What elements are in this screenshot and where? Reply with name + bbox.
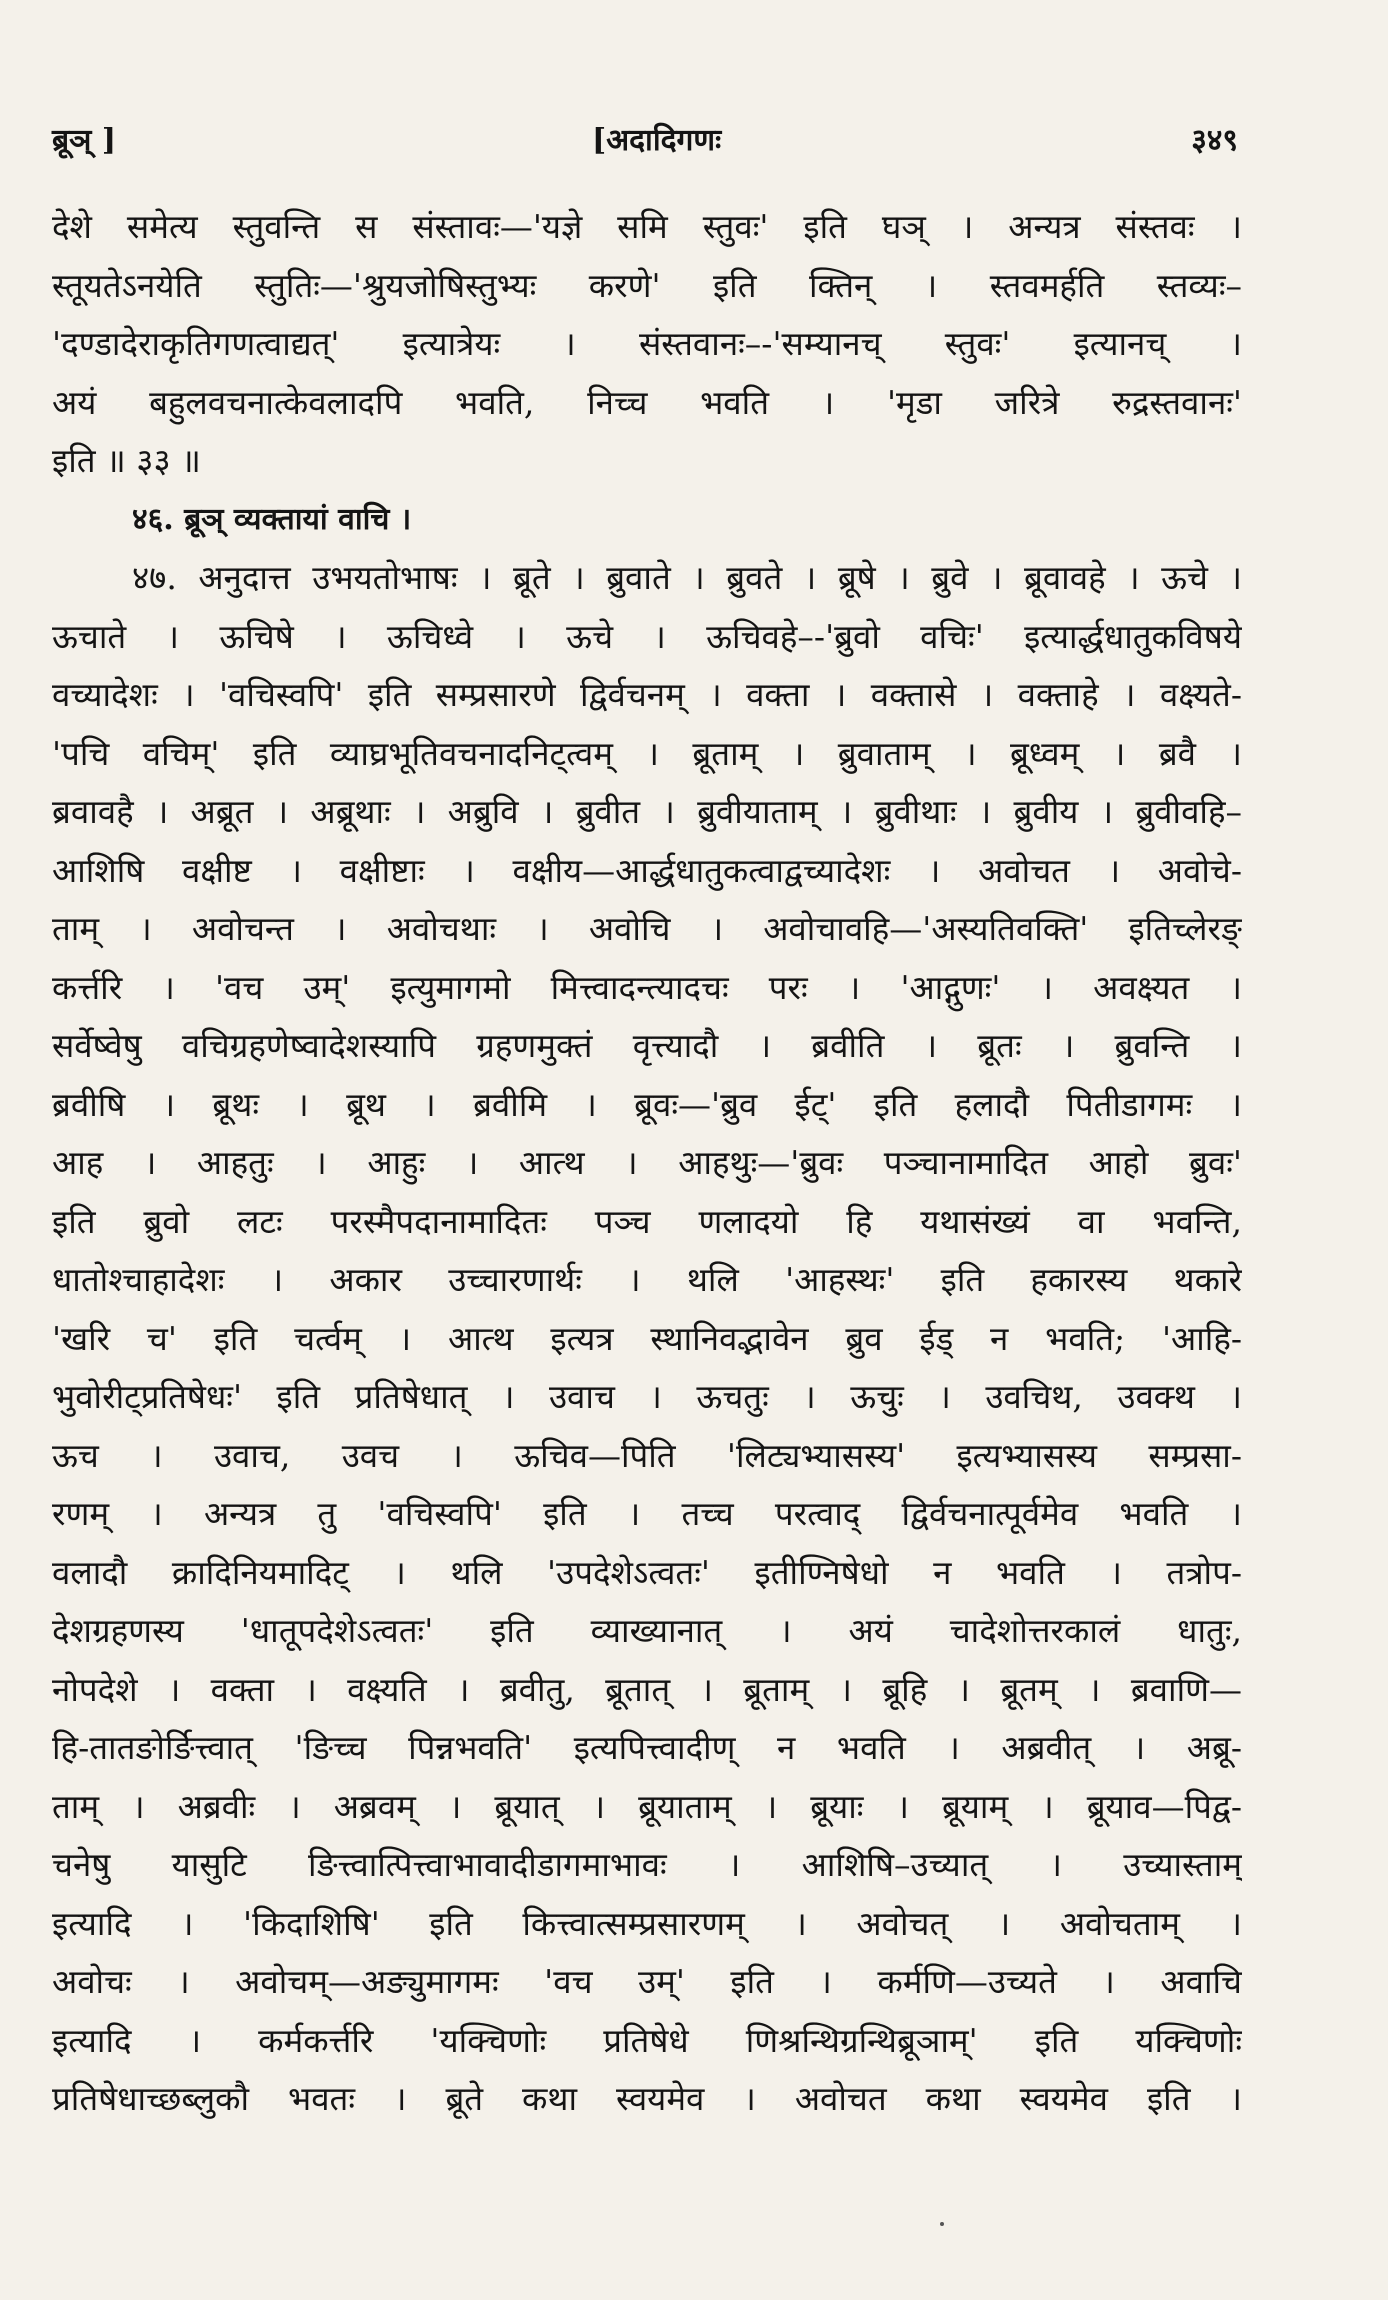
- text-line: स्तूयतेऽनयेति स्तुतिः—'श्रुयजोषिस्तुभ्यः करणे' इति क्तिन् । स्तवमर्हति स्तव्यः–: [52, 265, 1242, 305]
- page-body: [52, 198, 1242, 2129]
- text-line: देशग्रहणस्य 'धातूपदेशेऽत्वतः' इति व्याख्यानात् । अयं चादेशोत्तरकालं धातुः,: [52, 1611, 1242, 1650]
- text-line: भुवोरीट्प्रतिषेधः' इति प्रतिषेधात् । उवाच । ऊचतुः । ऊचुः । उवचिथ, उवक्थ ।: [52, 1377, 1242, 1416]
- text-line: प्रतिषेधाच्छब्लुकौ भवतः । ब्रूते कथा स्वयमेव । अवोचत कथा स्वयमेव इति ।: [52, 2079, 1242, 2118]
- text-line: नोपदेशे । वक्ता । वक्ष्यति । ब्रवीतु, ब्रूतात् । ब्रूताम् । ब्रूहि । ब्रूतम् । ब्रवाणि—: [52, 1669, 1242, 1709]
- text-line: इति ब्रुवो लटः परस्मैपदानामादितः पञ्च णलादयो हि यथासंख्यं वा भवन्ति,: [52, 1201, 1242, 1241]
- text-line: वच्यादेशः । 'वचिस्वपि' इति सम्प्रसारणे द्विर्वचनम् । वक्ता । वक्तासे । वक्ताहे । वक्ष्यते-: [52, 675, 1242, 714]
- text-line: वलादौ क्रादिनियमादिट् । थलि 'उपदेशेऽत्वतः' इतीण्निषेधो न भवति । तत्रोप-: [52, 1552, 1242, 1592]
- ink-speck: [940, 2222, 944, 2226]
- text-line: इत्यादि । 'किदाशिषि' इति कित्त्वात्सम्प्रसारणम् । अवोचत् । अवोचताम् ।: [52, 1903, 1242, 1943]
- text-line: 'पचि वचिम्' इति व्याघ्रभूतिवचनादनिट्त्वम् । ब्रूताम् । ब्रुवाताम् । ब्रूध्वम् । ब्रवै ।: [52, 733, 1242, 773]
- text-line: ऊचाते । ऊचिषे । ऊचिध्वे । ऊचे । ऊचिवहे–-'ब्रुवो वचिः' इत्यार्द्धधातुकविषये: [52, 616, 1242, 656]
- text-line: अयं बहुलवचनात्केवलादपि भवति, निच्च भवति । 'मृडा जरित्रे रुद्रस्तवानः': [52, 382, 1242, 422]
- text-line: 'खरि च' इति चर्त्वम् । आत्थ इत्यत्र स्थानिवद्भावेन ब्रुव ईड् न भवति; 'आहि-: [52, 1318, 1242, 1358]
- sutra-paragraph-start: ४७. अनुदात्त उभयतोभाषः । ब्रूते । ब्रुवाते । ब्रुवते । ब्रूषे । ब्रुवे । ब्रूवावहे । ऊचे ।: [132, 558, 1242, 597]
- text-line: आह । आहतुः । आहुः । आत्थ । आहथुः—'ब्रुवः पञ्चानामादित आहो ब्रुवः': [52, 1143, 1242, 1182]
- text-line: हि-तातङोर्ङित्त्वात् 'ङिच्च पिन्नभवति' इत्यपित्त्वादीण् न भवति । अब्रवीत् । अब्रू-: [52, 1728, 1242, 1767]
- text-line: 'दण्डादेराकृतिगणत्वाद्यत्' इत्यात्रेयः । संस्तवानः–-'सम्यानच् स्तुवः' इत्यानच् ।: [52, 324, 1242, 363]
- sutra-heading: ४६. ब्रूञ् व्यक्तायां वाचि ।: [132, 501, 412, 537]
- text-line: अवोचः । अवोचम्—अङ्युमागमः 'वच उम्' इति । कर्मणि—उच्यते । अवाचि: [52, 1962, 1242, 2001]
- text-line: इति ॥ ३३ ॥: [52, 441, 201, 480]
- text-line: ऊच । उवाच, उवच । ऊचिव—पिति 'लिट्यभ्यासस्य' इत्यभ्यासस्य सम्प्रसा-: [52, 1435, 1242, 1475]
- text-line: रणम् । अन्यत्र तु 'वचिस्वपि' इति । तच्च परत्वाद् द्विर्वचनात्पूर्वमेव भवति ।: [52, 1494, 1242, 1533]
- text-line: ब्रवावहै । अब्रूत । अब्रूथाः । अब्रुवि । ब्रुवीत । ब्रुवीयाताम् । ब्रुवीथाः । ब्रुवीय । ब्रुवीवहि–: [52, 792, 1242, 831]
- header-root-word: ब्रूञ् ]: [52, 123, 117, 158]
- text-line: ताम् । अवोचन्त । अवोचथाः । अवोचि । अवोचावहि—'अस्यतिवक्ति' इतिच्लेरङ्: [52, 909, 1242, 948]
- header-section-title: [अदादिगणः: [592, 123, 722, 158]
- text-line: कर्त्तरि । 'वच उम्' इत्युमागमो मित्त्वादन्त्यादचः परः । 'आद्गुणः' । अवक्ष्यत ।: [52, 967, 1242, 1007]
- text-line: सर्वेष्वेषु वचिग्रहणेष्वादेशस्यापि ग्रहणमुक्तं वृत्त्यादौ । ब्रवीति । ब्रूतः । ब्रुवन्ति ।: [52, 1026, 1242, 1065]
- text-line: इत्यादि । कर्मकर्त्तरि 'यक्चिणोः प्रतिषेधे णिश्रन्थिग्रन्थिब्रूञाम्' इति यक्चिणोः: [52, 2020, 1242, 2060]
- text-line: ताम् । अब्रवीः । अब्रवम् । ब्रूयात् । ब्रूयाताम् । ब्रूयाः । ब्रूयाम् । ब्रूयाव—पिद्व-: [52, 1786, 1242, 1826]
- text-line: आशिषि वक्षीष्ट । वक्षीष्टाः । वक्षीय—आर्द्धधातुकत्वाद्वच्यादेशः । अवोचत । अवोचे-: [52, 850, 1242, 890]
- running-header: [52, 118, 1238, 168]
- text-line: चनेषु यासुटि ङित्त्वात्पित्त्वाभावादीडागमाभावः । आशिषि–उच्यात् । उच्यास्ताम्: [52, 1845, 1242, 1884]
- text-line: ब्रवीषि । ब्रूथः । ब्रूथ । ब्रवीमि । ब्रूवः—'ब्रुव ईट्' इति हलादौ पितीडागमः ।: [52, 1084, 1242, 1124]
- page-number: ३४९: [1191, 123, 1238, 158]
- text-line: देशे समेत्य स्तुवन्ति स संस्तावः—'यज्ञे समि स्तुवः' इति घञ् । अन्यत्र संस्तवः ।: [52, 207, 1242, 246]
- text-line: धातोश्चाहादेशः । अकार उच्चारणार्थः । थलि 'आहस्थः' इति हकारस्य थकारे: [52, 1260, 1242, 1299]
